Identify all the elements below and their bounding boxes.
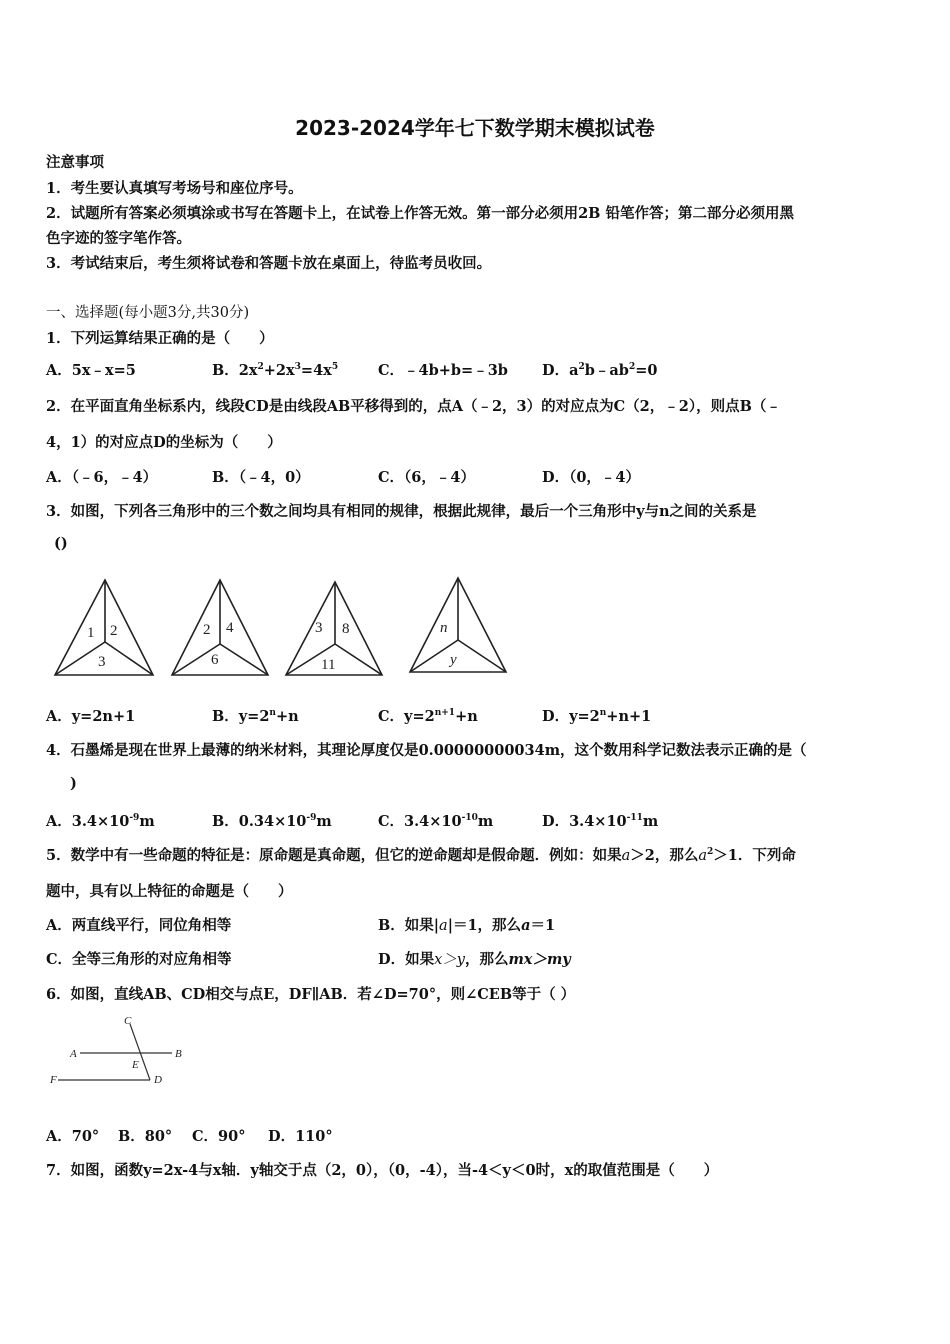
q6-label-d: D <box>154 1074 162 1086</box>
q3-option-a: A．y=2n+1 <box>46 708 136 725</box>
q1-option-d: D．$a^2b﹣ab^2=0$ <box>542 362 658 379</box>
page-title: 2023-2024学年七下数学期末模拟试卷 <box>295 116 655 140</box>
notice-item-1: 1．考生要认真填写考场号和座位序号。 <box>46 180 303 197</box>
q5-option-b: B．如果|a|＝1，那么a＝1 <box>378 917 556 934</box>
q5-option-c: C．全等三角形的对应角相等 <box>46 951 232 968</box>
section-heading: 一、选择题(每小题3分,共30分) <box>46 305 250 321</box>
q6-option-b: B．80° <box>118 1128 173 1145</box>
triangle-1-right: 2 <box>110 623 118 639</box>
q5-stem-line2: 题中，具有以上特征的命题是（ ） <box>46 883 293 900</box>
q6-label-e: E <box>132 1059 139 1071</box>
q6-label-f: F <box>50 1074 57 1086</box>
q6-figure <box>46 1010 196 1090</box>
triangle-2-left: 2 <box>203 622 211 638</box>
q3-stem-line1: 3．如图，下列各三角形中的三个数之间均具有相同的规律，根据此规律，最后一个三角形中y与n之间的关系是 <box>46 503 757 520</box>
q3-option-b: B．$y=2^n+n$ <box>212 708 299 725</box>
q1-option-a: A．5x﹣x=5 <box>46 362 136 379</box>
q5-option-d: D．如果x＞y，那么mx＞my <box>378 951 571 968</box>
q3-option-d: D．$y=2^n+n+1$ <box>542 708 652 725</box>
q2-option-d: D．（0，﹣4） <box>542 469 641 486</box>
q3-triangles-figure <box>50 572 520 682</box>
notice-item-2: 2．试题所有答案必须填涂或书写在答题卡上，在试卷上作答无效。第一部分必须用2B 铅笔作答；第二部分必须用黑 <box>46 205 794 222</box>
q6-label-c: C <box>124 1015 132 1027</box>
q2-stem-line1: 2．在平面直角坐标系内，线段CD是由线段AB平移得到的，点A（﹣2，3）的对应点为C（2，﹣2），则点B（﹣ <box>46 398 781 415</box>
triangle-1-bottom: 3 <box>98 654 106 670</box>
q6-option-a: A．70° <box>46 1128 100 1145</box>
triangle-2-right: 4 <box>226 620 234 636</box>
notice-item-2-cont: 色字迹的签字笔作答。 <box>46 230 191 247</box>
notice-heading: 注意事项 <box>46 154 104 171</box>
q2-option-c: C．（6，﹣4） <box>378 469 475 486</box>
q3-stem-line2: () <box>54 535 68 552</box>
q6-label-a: A <box>70 1048 77 1060</box>
triangle-4-bottom: y <box>450 652 457 668</box>
q1-stem: 1．下列运算结果正确的是（ ） <box>46 330 274 347</box>
q4-option-b: B．$0.34\times 10^{-9}m$ <box>212 813 332 830</box>
q5-stem-line1: 5．数学中有一些命题的特征是：原命题是真命题，但它的逆命题却是假命题．例如：如果a＞2，那么$a^2>1$．下列命 <box>46 847 796 864</box>
q4-stem-line1: 4．石墨烯是现在世界上最薄的纳米材料，其理论厚度仅是0.00000000034m，这个数用科学记数法表示正确的是（ <box>46 742 807 759</box>
q2-stem-line2: 4，1）的对应点D的坐标为（ ） <box>46 434 282 451</box>
q5-option-a: A．两直线平行，同位角相等 <box>46 917 232 934</box>
q1-option-c: C．﹣4b+b=﹣3b <box>378 362 508 379</box>
triangle-3-right: 8 <box>342 621 350 637</box>
q6-option-c: C．90° <box>192 1128 246 1145</box>
triangle-4-left: n <box>440 620 448 636</box>
q4-option-a: A．$3.4\times 10^{-9}m$ <box>46 813 155 830</box>
q1-option-b: B．$2x^2+2x^3=4x^5$ <box>212 362 339 379</box>
q6-label-b: B <box>175 1048 182 1060</box>
q4-option-c: C．$3.4\times 10^{-10}m$ <box>378 813 494 830</box>
q7-stem: 7．如图，函数y=2x-4与x轴．y轴交于点（2，0），（0，-4），当-4＜y＜0时，x的取值范围是（ ） <box>46 1162 719 1179</box>
triangle-3-left: 3 <box>315 620 323 636</box>
q3-option-c: C．$y=2^{n+1}+n$ <box>378 708 478 725</box>
triangle-1-left: 1 <box>87 625 95 641</box>
notice-item-3: 3．考试结束后，考生须将试卷和答题卡放在桌面上，待监考员收回。 <box>46 255 492 272</box>
q4-option-d: D．$3.4\times 10^{-11}m$ <box>542 813 659 830</box>
q6-option-d: D．110° <box>268 1128 333 1145</box>
q2-option-a: A．（﹣6，﹣4） <box>46 469 158 486</box>
q6-stem: 6．如图，直线AB、CD相交与点E，DF∥AB．若∠D=70°，则∠CEB等于（ ） <box>46 986 576 1003</box>
triangle-3-bottom: 11 <box>321 657 336 673</box>
q4-stem-line2: ) <box>70 775 77 792</box>
q2-option-b: B．（﹣4，0） <box>212 469 310 486</box>
triangle-2-bottom: 6 <box>211 652 219 668</box>
